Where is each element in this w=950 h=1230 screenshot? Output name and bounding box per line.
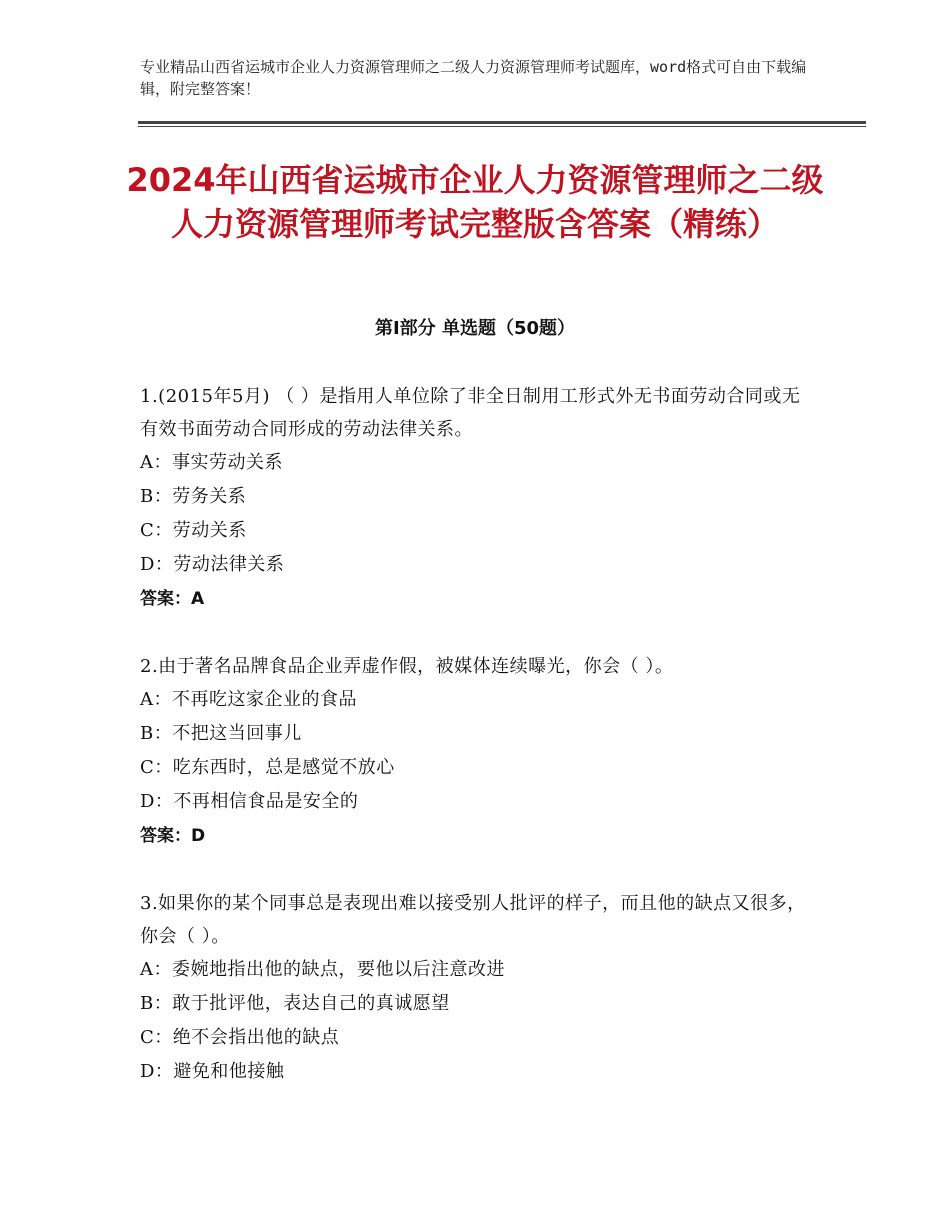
option-b: B：敢于批评他，表达自己的真诚愿望 bbox=[140, 993, 450, 1014]
document-title: 2024年山西省运城市企业人力资源管理师之二级人力资源管理师考试完整版含答案（精练） bbox=[126, 161, 824, 243]
option-b: B：劳务关系 bbox=[140, 486, 247, 507]
question-2 bbox=[140, 650, 810, 853]
question-stem: 1.(2015年5月) （ ）是指用人单位除了非全日制用工形式外无书面劳动合同或无有效书面劳动合同形成的劳动法律关系。 bbox=[140, 386, 801, 440]
option-a: A：委婉地指出他的缺点，要他以后注意改进 bbox=[140, 959, 505, 980]
option-d: D：不再相信食品是安全的 bbox=[140, 791, 359, 812]
question-3 bbox=[140, 887, 810, 1089]
question-stem: 3.如果你的某个同事总是表现出难以接受别人批评的样子，而且他的缺点又很多，你会（ ）。 bbox=[140, 893, 806, 947]
option-a: A：事实劳动关系 bbox=[140, 452, 283, 473]
option-d: D：劳动法律关系 bbox=[140, 554, 285, 575]
option-c: C：绝不会指出他的缺点 bbox=[140, 1027, 340, 1048]
option-c: C：劳动关系 bbox=[140, 520, 247, 541]
question-list bbox=[140, 380, 810, 1123]
header-rule-thick bbox=[138, 121, 866, 124]
answer: 答案：D bbox=[140, 826, 206, 846]
header-note: 专业精品山西省运城市企业人力资源管理师之二级人力资源管理师考试题库，word格式可自由下载编辑，附完整答案！ bbox=[140, 58, 807, 98]
option-a: A：不再吃这家企业的食品 bbox=[140, 689, 357, 710]
section-title: 第Ⅰ部分 单选题（50题） bbox=[374, 318, 575, 339]
option-b: B：不把这当回事儿 bbox=[140, 723, 302, 744]
header-rule-thin bbox=[138, 126, 866, 127]
option-c: C：吃东西时，总是感觉不放心 bbox=[140, 757, 395, 778]
option-d: D：避免和他接触 bbox=[140, 1061, 285, 1082]
question-stem: 2.由于著名品牌食品企业弄虚作假，被媒体连续曝光，你会（ ）。 bbox=[140, 656, 674, 677]
question-1 bbox=[140, 380, 810, 616]
answer: 答案：A bbox=[140, 589, 205, 609]
